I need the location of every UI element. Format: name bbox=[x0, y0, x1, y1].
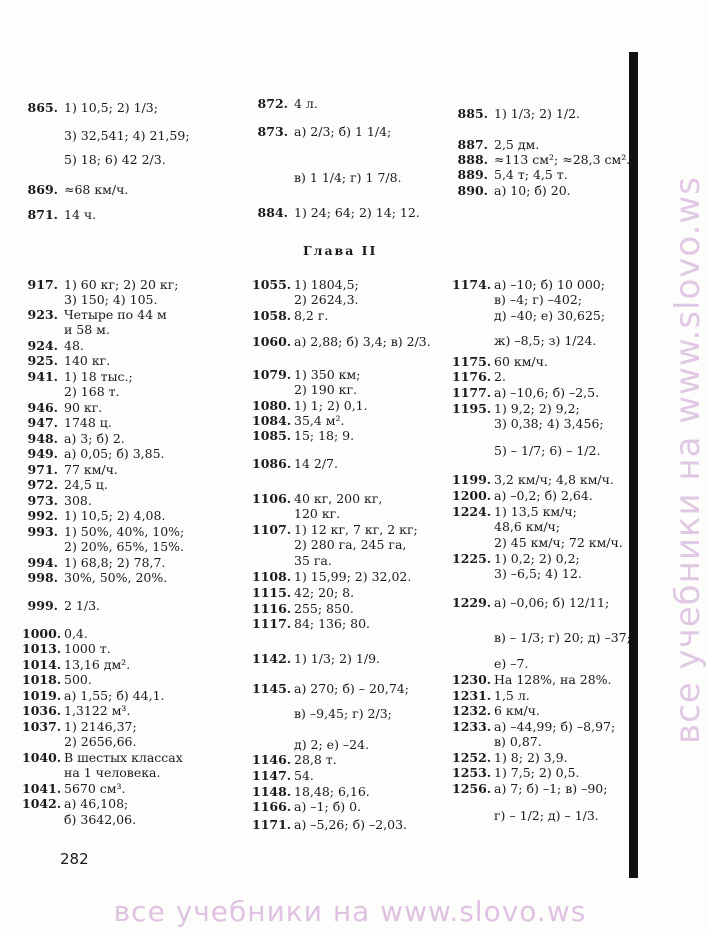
answer-row bbox=[22, 493, 92, 508]
answer-text: 3) –6,5; 4) 12. bbox=[494, 566, 582, 581]
exercise-number: 1176. bbox=[452, 369, 492, 384]
answer-text: а) –0,2; б) 2,64. bbox=[494, 488, 593, 503]
answer-row bbox=[22, 524, 184, 539]
answer-row bbox=[22, 539, 184, 554]
answer-row bbox=[22, 765, 160, 780]
bottom-watermark: все учебники на www.slovo.ws bbox=[113, 895, 587, 928]
answer-text: ≈68 км/ч. bbox=[64, 182, 129, 197]
answer-text: в) 0,87. bbox=[494, 734, 542, 749]
answer-text: е) –7. bbox=[494, 656, 529, 671]
answer-text: а) 46,108; bbox=[64, 796, 129, 811]
answer-text: а) –1; б) 0. bbox=[294, 799, 361, 814]
answer-text: а) –0,06; б) 12/11; bbox=[494, 595, 610, 610]
exercise-number: 1145. bbox=[252, 681, 292, 696]
answer-text: 1) 18 тыс.; bbox=[64, 369, 133, 384]
answer-row bbox=[252, 681, 409, 696]
answer-row bbox=[252, 398, 368, 413]
answer-row bbox=[22, 781, 126, 796]
answer-row bbox=[452, 808, 599, 823]
exercise-number: 1224. bbox=[452, 504, 492, 519]
answer-row bbox=[22, 570, 167, 585]
answer-row bbox=[252, 334, 431, 349]
answer-row bbox=[22, 555, 165, 570]
answer-row bbox=[452, 292, 582, 307]
exercise-number: 1058. bbox=[252, 308, 292, 323]
answer-text: 500. bbox=[64, 672, 92, 687]
exercise-number: 917. bbox=[27, 277, 58, 292]
exercise-number: 1041. bbox=[22, 781, 62, 796]
exercise-number: 869. bbox=[27, 182, 58, 197]
exercise-number: 865. bbox=[27, 100, 58, 115]
answer-text: 30%, 50%, 20%. bbox=[64, 570, 168, 585]
answer-text: 2 1/3. bbox=[64, 598, 101, 613]
exercise-number: 885. bbox=[457, 106, 488, 121]
exercise-number: 872. bbox=[257, 96, 288, 111]
answer-text: в) – 1/3; г) 20; д) –37; bbox=[494, 630, 631, 645]
exercise-number: 1018. bbox=[22, 672, 62, 687]
answer-text: б) 3642,06. bbox=[64, 812, 137, 827]
answer-row bbox=[452, 781, 607, 796]
answer-row bbox=[22, 477, 108, 492]
answer-row bbox=[452, 277, 605, 292]
answer-text: а) 0,05; б) 3,85. bbox=[64, 446, 165, 461]
page-number: 282 bbox=[60, 850, 89, 868]
answer-text: д) –40; е) 30,625; bbox=[494, 308, 606, 323]
answer-text: 2. bbox=[494, 369, 506, 384]
answer-row bbox=[22, 322, 110, 337]
answer-row bbox=[22, 128, 190, 143]
answer-text: 60 км/ч. bbox=[494, 354, 548, 369]
answer-text: 14 2/7. bbox=[294, 456, 338, 471]
answer-text: 2) 168 т. bbox=[64, 384, 120, 399]
answer-row bbox=[252, 616, 370, 631]
answer-row bbox=[22, 796, 128, 811]
answer-text: в) 1 1/4; г) 1 7/8. bbox=[294, 170, 402, 185]
exercise-number: 1019. bbox=[22, 688, 62, 703]
answer-text: 15; 18; 9. bbox=[294, 428, 355, 443]
exercise-number: 1037. bbox=[22, 719, 62, 734]
answer-text: 1) 1/3; 2) 1/9. bbox=[294, 651, 380, 666]
answer-row bbox=[452, 703, 540, 718]
exercise-number: 1232. bbox=[452, 703, 492, 718]
answer-row bbox=[452, 443, 600, 458]
exercise-number: 1142. bbox=[252, 651, 292, 666]
answer-row bbox=[252, 428, 354, 443]
answer-row bbox=[22, 307, 167, 322]
answer-row bbox=[22, 369, 133, 384]
answer-text: 48. bbox=[64, 338, 84, 353]
answer-row bbox=[252, 651, 380, 666]
exercise-number: 972. bbox=[27, 477, 58, 492]
answer-row bbox=[252, 170, 402, 185]
answer-text: а) –10,6; б) –2,5. bbox=[494, 385, 600, 400]
answer-text: 1748 ц. bbox=[64, 415, 112, 430]
answer-text: в) –4; г) –402; bbox=[494, 292, 582, 307]
exercise-number: 1013. bbox=[22, 641, 62, 656]
answer-row bbox=[252, 382, 357, 397]
answer-text: а) 270; б) – 20,74; bbox=[294, 681, 409, 696]
answer-text: 1) 12 кг, 7 кг, 2 кг; bbox=[294, 522, 418, 537]
answer-row bbox=[452, 369, 506, 384]
answer-text: 28,8 т. bbox=[294, 752, 337, 767]
answer-text: 2) 2624,3. bbox=[294, 292, 359, 307]
exercise-number: 1175. bbox=[452, 354, 492, 369]
answer-row bbox=[452, 504, 577, 519]
exercise-number: 994. bbox=[27, 555, 58, 570]
exercise-number: 949. bbox=[27, 446, 58, 461]
answer-row bbox=[252, 537, 406, 552]
answer-text: д) 2; е) –24. bbox=[294, 737, 370, 752]
answer-text: 84; 136; 80. bbox=[294, 616, 371, 631]
answer-row bbox=[252, 799, 361, 814]
answer-text: 1) 1/3; 2) 1/2. bbox=[494, 106, 580, 121]
answer-text: а) 10; б) 20. bbox=[494, 183, 571, 198]
exercise-number: 924. bbox=[27, 338, 58, 353]
answer-text: ≈113 см²; ≈28,3 см². bbox=[494, 152, 631, 167]
answer-text: в) –9,45; г) 2/3; bbox=[294, 706, 392, 721]
answer-row bbox=[22, 182, 128, 197]
answer-text: 1) 68,8; 2) 78,7. bbox=[64, 555, 166, 570]
answer-row bbox=[452, 354, 548, 369]
answer-row bbox=[22, 641, 111, 656]
answer-row bbox=[452, 183, 571, 198]
answer-text: 13,16 дм². bbox=[64, 657, 131, 672]
right-edge-bar bbox=[629, 52, 638, 878]
answer-text: 1) 1804,5; bbox=[294, 277, 359, 292]
answer-text: 1) 8; 2) 3,9. bbox=[494, 750, 568, 765]
exercise-number: 1014. bbox=[22, 657, 62, 672]
answer-row bbox=[452, 734, 542, 749]
exercise-number: 1174. bbox=[452, 277, 492, 292]
answer-text: 90 кг. bbox=[64, 400, 103, 415]
exercise-number: 1195. bbox=[452, 401, 492, 416]
answer-row bbox=[22, 446, 165, 461]
answer-row bbox=[252, 506, 340, 521]
answer-row bbox=[452, 401, 580, 416]
exercise-number: 1147. bbox=[252, 768, 292, 783]
exercise-number: 1252. bbox=[452, 750, 492, 765]
answer-text: 5670 см³. bbox=[64, 781, 126, 796]
answer-row bbox=[452, 630, 631, 645]
answer-row bbox=[252, 752, 337, 767]
answer-text: 24,5 ц. bbox=[64, 477, 108, 492]
answer-text: На 128%, на 28%. bbox=[494, 672, 612, 687]
answer-text: 2,5 дм. bbox=[494, 137, 540, 152]
answer-row bbox=[252, 585, 354, 600]
answer-row bbox=[22, 462, 118, 477]
answer-text: 1) 50%, 40%, 10%; bbox=[64, 524, 185, 539]
answer-text: 1) 10,5; 2) 4,08. bbox=[64, 508, 166, 523]
exercise-number: 1042. bbox=[22, 796, 62, 811]
answer-text: 1) 0,2; 2) 0,2; bbox=[494, 551, 580, 566]
exercise-number: 973. bbox=[27, 493, 58, 508]
answer-text: 54. bbox=[294, 768, 314, 783]
answer-row bbox=[452, 672, 612, 687]
answer-row bbox=[452, 472, 614, 487]
answer-text: а) 1,55; б) 44,1. bbox=[64, 688, 165, 703]
answer-row bbox=[452, 765, 580, 780]
answer-text: 120 кг. bbox=[294, 506, 341, 521]
answer-text: а) 2/3; б) 1 1/4; bbox=[294, 124, 392, 139]
answer-row bbox=[252, 601, 354, 616]
exercise-number: 1146. bbox=[252, 752, 292, 767]
answer-row bbox=[22, 384, 120, 399]
answer-text: 1) 1; 2) 0,1. bbox=[294, 398, 368, 413]
answer-text: 18,48; 6,16. bbox=[294, 784, 370, 799]
side-watermark: все учебники на www.slovo.ws bbox=[668, 176, 708, 744]
answer-text: 1) 60 кг; 2) 20 кг; bbox=[64, 277, 179, 292]
answer-text: 2) 280 га, 245 га, bbox=[294, 537, 407, 552]
answer-row bbox=[452, 416, 604, 431]
answer-text: 5) 18; 6) 42 2/3. bbox=[64, 152, 166, 167]
exercise-number: 1225. bbox=[452, 551, 492, 566]
exercise-number: 998. bbox=[27, 570, 58, 585]
answer-row bbox=[452, 519, 560, 534]
exercise-number: 1107. bbox=[252, 522, 292, 537]
answer-text: а) 7; б) –1; в) –90; bbox=[494, 781, 608, 796]
answer-text: 42; 20; 8. bbox=[294, 585, 355, 600]
answer-text: 1000 т. bbox=[64, 641, 111, 656]
answer-row bbox=[452, 656, 528, 671]
answer-text: 1,3122 м³. bbox=[64, 703, 131, 718]
answer-row bbox=[252, 205, 420, 220]
answer-text: 1) 15,99; 2) 32,02. bbox=[294, 569, 412, 584]
exercise-number: 1230. bbox=[452, 672, 492, 687]
exercise-number: 1199. bbox=[452, 472, 492, 487]
exercise-number: 889. bbox=[457, 167, 488, 182]
exercise-number: 1040. bbox=[22, 750, 62, 765]
answer-row bbox=[452, 308, 605, 323]
answer-text: Четыре по 44 м bbox=[64, 307, 167, 322]
answer-row bbox=[252, 737, 369, 752]
answer-row bbox=[452, 566, 582, 581]
exercise-number: 890. bbox=[457, 183, 488, 198]
answer-text: 48,6 км/ч; bbox=[494, 519, 561, 534]
exercise-number: 1256. bbox=[452, 781, 492, 796]
answer-row bbox=[252, 292, 359, 307]
answer-text: 3,2 км/ч; 4,8 км/ч. bbox=[494, 472, 614, 487]
exercise-number: 1060. bbox=[252, 334, 292, 349]
answer-text: ж) –8,5; з) 1/24. bbox=[494, 333, 597, 348]
answer-row bbox=[22, 400, 102, 415]
exercise-number: 941. bbox=[27, 369, 58, 384]
answer-row bbox=[22, 338, 84, 353]
exercise-number: 1116. bbox=[252, 601, 292, 616]
answer-row bbox=[252, 768, 314, 783]
exercise-number: 948. bbox=[27, 431, 58, 446]
answer-text: 1,5 л. bbox=[494, 688, 530, 703]
exercise-number: 1055. bbox=[252, 277, 292, 292]
exercise-number: 884. bbox=[257, 205, 288, 220]
exercise-number: 1084. bbox=[252, 413, 292, 428]
exercise-number: 1253. bbox=[452, 765, 492, 780]
answer-text: 35,4 м². bbox=[294, 413, 345, 428]
answer-row bbox=[452, 719, 615, 734]
exercise-number: 1000. bbox=[22, 626, 62, 641]
answer-text: а) –5,26; б) –2,03. bbox=[294, 817, 408, 832]
answer-row bbox=[22, 415, 112, 430]
answer-text: г) – 1/2; д) – 1/3. bbox=[494, 808, 599, 823]
answer-row bbox=[252, 706, 392, 721]
answer-text: 308. bbox=[64, 493, 92, 508]
answer-text: 255; 850. bbox=[294, 601, 354, 616]
exercise-number: 1079. bbox=[252, 367, 292, 382]
exercise-number: 1080. bbox=[252, 398, 292, 413]
exercise-number: 1108. bbox=[252, 569, 292, 584]
answer-row bbox=[252, 522, 418, 537]
answer-text: 2) 2656,66. bbox=[64, 734, 137, 749]
answer-row bbox=[22, 626, 88, 641]
exercise-number: 992. bbox=[27, 508, 58, 523]
answer-text: 14 ч. bbox=[64, 207, 97, 222]
exercise-number: 1177. bbox=[452, 385, 492, 400]
answer-row bbox=[452, 333, 596, 348]
answer-text: 1) 13,5 км/ч; bbox=[494, 504, 577, 519]
exercise-number: 887. bbox=[457, 137, 488, 152]
exercise-number: 871. bbox=[27, 207, 58, 222]
answer-text: а) 2,88; б) 3,4; в) 2/3. bbox=[294, 334, 431, 349]
answer-text: 2) 45 км/ч; 72 км/ч. bbox=[494, 535, 623, 550]
answer-text: 3) 32,541; 4) 21,59; bbox=[64, 128, 190, 143]
answer-row bbox=[22, 353, 110, 368]
answer-text: 1) 10,5; 2) 1/3; bbox=[64, 100, 158, 115]
answer-text: 1) 24; 64; 2) 14; 12. bbox=[294, 205, 420, 220]
answer-row bbox=[22, 152, 166, 167]
answer-text: 1) 350 км; bbox=[294, 367, 361, 382]
answer-row bbox=[452, 551, 580, 566]
exercise-number: 923. bbox=[27, 307, 58, 322]
exercise-number: 1233. bbox=[452, 719, 492, 734]
answer-row bbox=[452, 167, 568, 182]
answer-text: 0,4. bbox=[64, 626, 88, 641]
answer-text: а) 3; б) 2. bbox=[64, 431, 125, 446]
answer-row bbox=[252, 456, 338, 471]
exercise-number: 1117. bbox=[252, 616, 292, 631]
answer-row bbox=[22, 703, 130, 718]
answer-row bbox=[252, 784, 370, 799]
answer-text: и 58 м. bbox=[64, 322, 110, 337]
exercise-number: 946. bbox=[27, 400, 58, 415]
answer-row bbox=[252, 277, 359, 292]
answer-row bbox=[252, 553, 332, 568]
answer-text: 1) 7,5; 2) 0,5. bbox=[494, 765, 580, 780]
answer-row bbox=[452, 385, 599, 400]
answer-text: 2) 190 кг. bbox=[294, 382, 357, 397]
answer-row bbox=[452, 688, 530, 703]
answer-row bbox=[252, 817, 407, 832]
answer-text: 8,2 г. bbox=[294, 308, 329, 323]
answer-row bbox=[252, 569, 411, 584]
answer-row bbox=[22, 598, 100, 613]
answer-text: 5) – 1/7; 6) – 1/2. bbox=[494, 443, 601, 458]
exercise-number: 971. bbox=[27, 462, 58, 477]
answer-row bbox=[452, 750, 568, 765]
answer-row bbox=[452, 595, 609, 610]
exercise-number: 947. bbox=[27, 415, 58, 430]
answer-text: на 1 человека. bbox=[64, 765, 161, 780]
exercise-number: 1106. bbox=[252, 491, 292, 506]
answer-row bbox=[252, 124, 391, 139]
exercise-number: 888. bbox=[457, 152, 488, 167]
answer-row bbox=[22, 277, 178, 292]
answer-row bbox=[452, 106, 580, 121]
answer-text: 35 га. bbox=[294, 553, 332, 568]
answer-row bbox=[22, 508, 165, 523]
answer-text: 140 кг. bbox=[64, 353, 111, 368]
exercise-number: 993. bbox=[27, 524, 58, 539]
answer-text: 4 л. bbox=[294, 96, 318, 111]
exercise-number: 873. bbox=[257, 124, 288, 139]
answer-text: 3) 150; 4) 105. bbox=[64, 292, 158, 307]
exercise-number: 1231. bbox=[452, 688, 492, 703]
answer-row bbox=[452, 535, 623, 550]
answer-row bbox=[22, 672, 92, 687]
answer-row bbox=[22, 292, 157, 307]
answer-text: а) –44,99; б) –8,97; bbox=[494, 719, 616, 734]
answer-text: 6 км/ч. bbox=[494, 703, 540, 718]
answer-row bbox=[22, 657, 130, 672]
answer-row bbox=[252, 367, 360, 382]
answer-text: 77 км/ч. bbox=[64, 462, 118, 477]
exercise-number: 1086. bbox=[252, 456, 292, 471]
answer-text: 1) 2146,37; bbox=[64, 719, 137, 734]
exercise-number: 999. bbox=[27, 598, 58, 613]
exercise-number: 1166. bbox=[252, 799, 292, 814]
answer-text: 5,4 т; 4,5 т. bbox=[494, 167, 568, 182]
exercise-number: 1148. bbox=[252, 784, 292, 799]
answer-row bbox=[22, 750, 183, 765]
answer-text: 3) 0,38; 4) 3,456; bbox=[494, 416, 604, 431]
answer-row bbox=[252, 308, 328, 323]
answer-text: 2) 20%, 65%, 15%. bbox=[64, 539, 185, 554]
answer-text: а) –10; б) 10 000; bbox=[494, 277, 605, 292]
answer-row bbox=[22, 207, 96, 222]
exercise-number: 1229. bbox=[452, 595, 492, 610]
answer-text: В шестых классах bbox=[64, 750, 183, 765]
exercise-number: 925. bbox=[27, 353, 58, 368]
answer-row bbox=[252, 96, 318, 111]
answer-row bbox=[22, 734, 136, 749]
answer-row bbox=[452, 137, 539, 152]
exercise-number: 1085. bbox=[252, 428, 292, 443]
answer-row bbox=[22, 812, 136, 827]
answer-row bbox=[22, 431, 125, 446]
exercise-number: 1200. bbox=[452, 488, 492, 503]
chapter-title: Глава II bbox=[303, 243, 378, 258]
exercise-number: 1171. bbox=[252, 817, 292, 832]
answer-row bbox=[22, 100, 158, 115]
answer-row bbox=[22, 688, 165, 703]
answer-row bbox=[252, 413, 345, 428]
answer-row bbox=[452, 152, 630, 167]
answer-row bbox=[22, 719, 137, 734]
answer-row bbox=[252, 491, 382, 506]
answer-text: 1) 9,2; 2) 9,2; bbox=[494, 401, 580, 416]
answer-text: 40 кг, 200 кг, bbox=[294, 491, 383, 506]
exercise-number: 1036. bbox=[22, 703, 62, 718]
exercise-number: 1115. bbox=[252, 585, 292, 600]
answer-row bbox=[452, 488, 593, 503]
